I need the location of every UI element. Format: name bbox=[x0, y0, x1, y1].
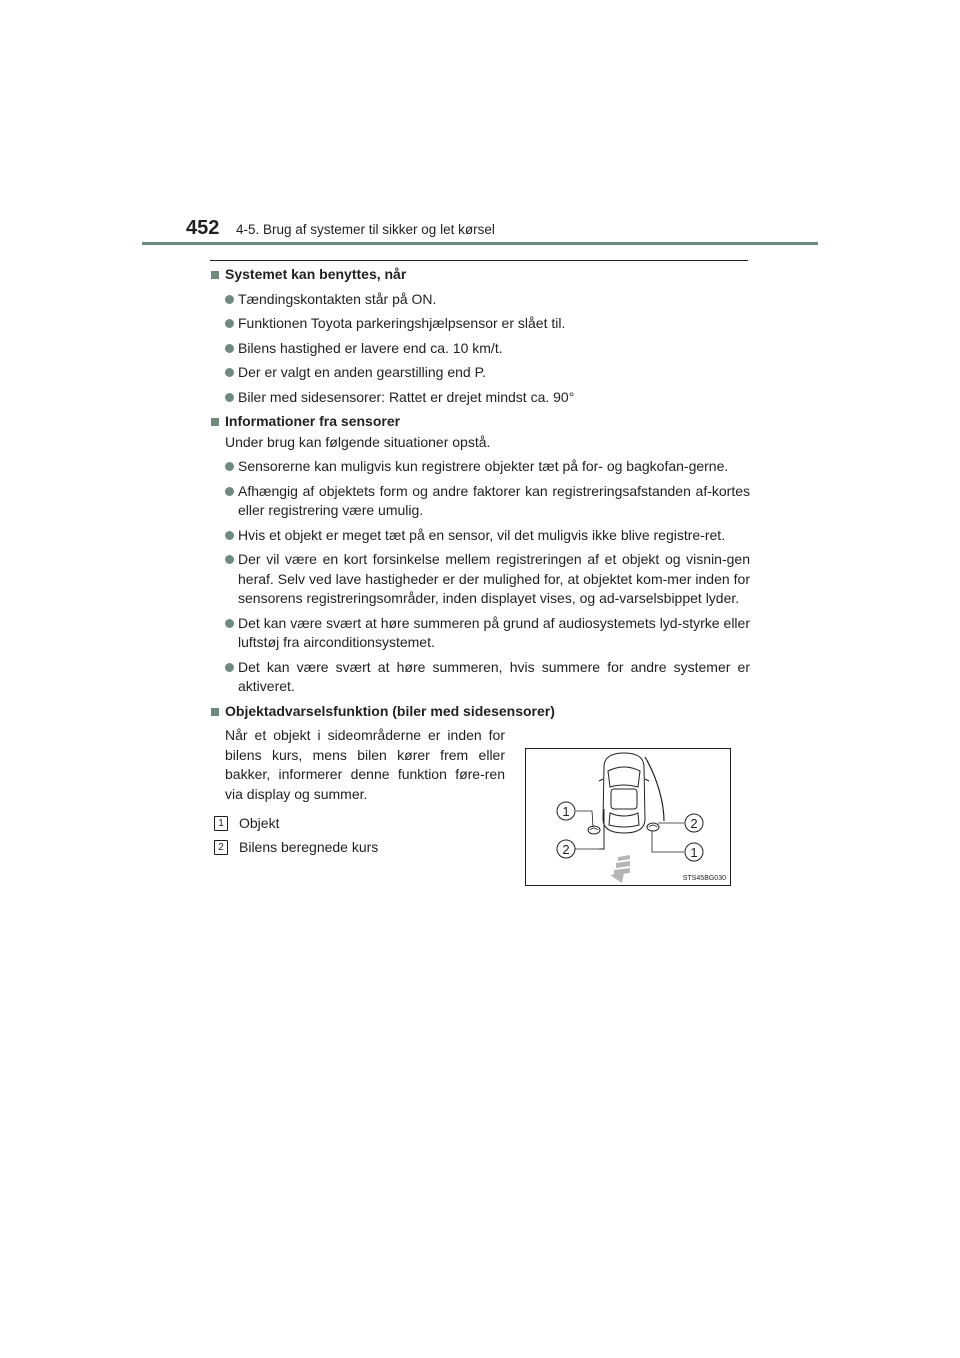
legend-item bbox=[214, 814, 279, 834]
bullet-dot-icon bbox=[225, 487, 234, 496]
callout-label: 1 bbox=[562, 804, 570, 819]
list-item-text: Der er valgt en anden gearstilling end P. bbox=[238, 364, 487, 380]
section-heading-usable bbox=[210, 265, 750, 285]
bullet-dot-icon bbox=[225, 555, 234, 564]
section-title: Systemet kan benyttes, når bbox=[225, 266, 407, 282]
header-rule bbox=[142, 242, 818, 245]
bullet-dot-icon bbox=[225, 368, 234, 377]
bullet-dot-icon bbox=[225, 393, 234, 402]
bullet-dot-icon bbox=[225, 619, 234, 628]
section-rule bbox=[210, 260, 748, 261]
bullet-dot-icon bbox=[225, 663, 234, 672]
callout-label: 2 bbox=[690, 816, 698, 831]
bullet-dot-icon bbox=[225, 462, 234, 471]
square-bullet-icon bbox=[211, 271, 219, 279]
square-bullet-icon bbox=[211, 708, 219, 716]
list-item-text: Hvis et objekt er meget tæt på en sensor, vil det muligvis ikke blive registre-ret. bbox=[238, 526, 726, 543]
section-heading-object-warning bbox=[210, 702, 750, 722]
list-item-text: Funktionen Toyota parkeringshjælpsensor er slået til. bbox=[238, 315, 566, 331]
list-item bbox=[210, 457, 750, 477]
list-item bbox=[210, 363, 750, 383]
bullet-dot-icon bbox=[225, 344, 234, 353]
list-item-text: Tændingskontakten står på ON. bbox=[238, 290, 437, 307]
list-item-text: Der vil være en kort forsinkelse mellem registreringen af et objekt og visnin-gen heraf. Selv ved lave hastigheder er der mulighed for, at objektet kom-mer inden for sensorens registreringsområder, inden displayet vises, og ad-varselsbippet lyder. bbox=[238, 551, 750, 606]
legend-item bbox=[214, 838, 378, 858]
list-item bbox=[210, 314, 750, 334]
figure-code: STS45BG030 bbox=[682, 875, 726, 882]
course-line bbox=[645, 757, 664, 821]
list-item-text: Bilens hastighed er lavere end ca. 10 km/t. bbox=[238, 339, 503, 356]
page-number: 452 bbox=[186, 217, 220, 239]
list-item bbox=[210, 526, 750, 546]
car-icon bbox=[599, 753, 649, 833]
bullet-dot-icon bbox=[225, 295, 234, 304]
list-item bbox=[210, 482, 750, 521]
list-item bbox=[210, 339, 750, 359]
bullet-dot-icon bbox=[225, 319, 234, 328]
chapter-title: 4-5. Brug af systemer til sikker og let kørsel bbox=[236, 222, 495, 237]
side-sensor-figure bbox=[525, 748, 731, 886]
list-item-text: Biler med sidesensorer: Rattet er drejet mindst ca. 90° bbox=[238, 388, 575, 405]
legend-label: Bilens beregnede kurs bbox=[239, 839, 379, 855]
list-item bbox=[210, 614, 750, 653]
list-item bbox=[210, 550, 750, 609]
bullet-dot-icon bbox=[225, 531, 234, 540]
list-item bbox=[210, 290, 750, 310]
list-item-text: Sensorerne kan muligvis kun registrere objekter tæt på for- og bagkofan-gerne. bbox=[238, 458, 729, 474]
square-bullet-icon bbox=[211, 418, 219, 426]
callout-label: 1 bbox=[690, 845, 698, 860]
callout-number: 1 bbox=[214, 816, 228, 831]
motion-arrow-icon bbox=[610, 855, 630, 883]
section-title: Informationer fra sensorer bbox=[225, 413, 401, 429]
callout-number: 2 bbox=[214, 840, 228, 855]
list-item-text: Det kan være svært at høre summeren på grund af audiosystemets lyd-styrke eller luftstøj fra airconditionsystemet. bbox=[238, 614, 750, 650]
section-heading-info bbox=[210, 412, 750, 432]
list-item-text: Det kan være svært at høre summeren, hvis summere for andre systemer er aktiveret. bbox=[238, 658, 750, 694]
list-item bbox=[210, 658, 750, 697]
car-diagram bbox=[526, 749, 730, 885]
legend-label: Objekt bbox=[239, 815, 280, 831]
list-item bbox=[210, 388, 750, 408]
section-title: Objektadvarselsfunktion (biler med sidesensorer) bbox=[225, 702, 555, 719]
object-warning-paragraph: Når et objekt i sideområderne er inden for bilens kurs, mens bilen kører frem eller bakker, informerer denne funktion føre-ren via display og summer. bbox=[225, 727, 505, 802]
list-item-text: Afhængig af objektets form og andre faktorer kan registreringsafstanden af-kortes eller registrering være umulig. bbox=[238, 482, 750, 518]
section-intro: Under brug kan følgende situationer opstå. bbox=[225, 433, 491, 450]
callout-label: 2 bbox=[562, 842, 570, 857]
